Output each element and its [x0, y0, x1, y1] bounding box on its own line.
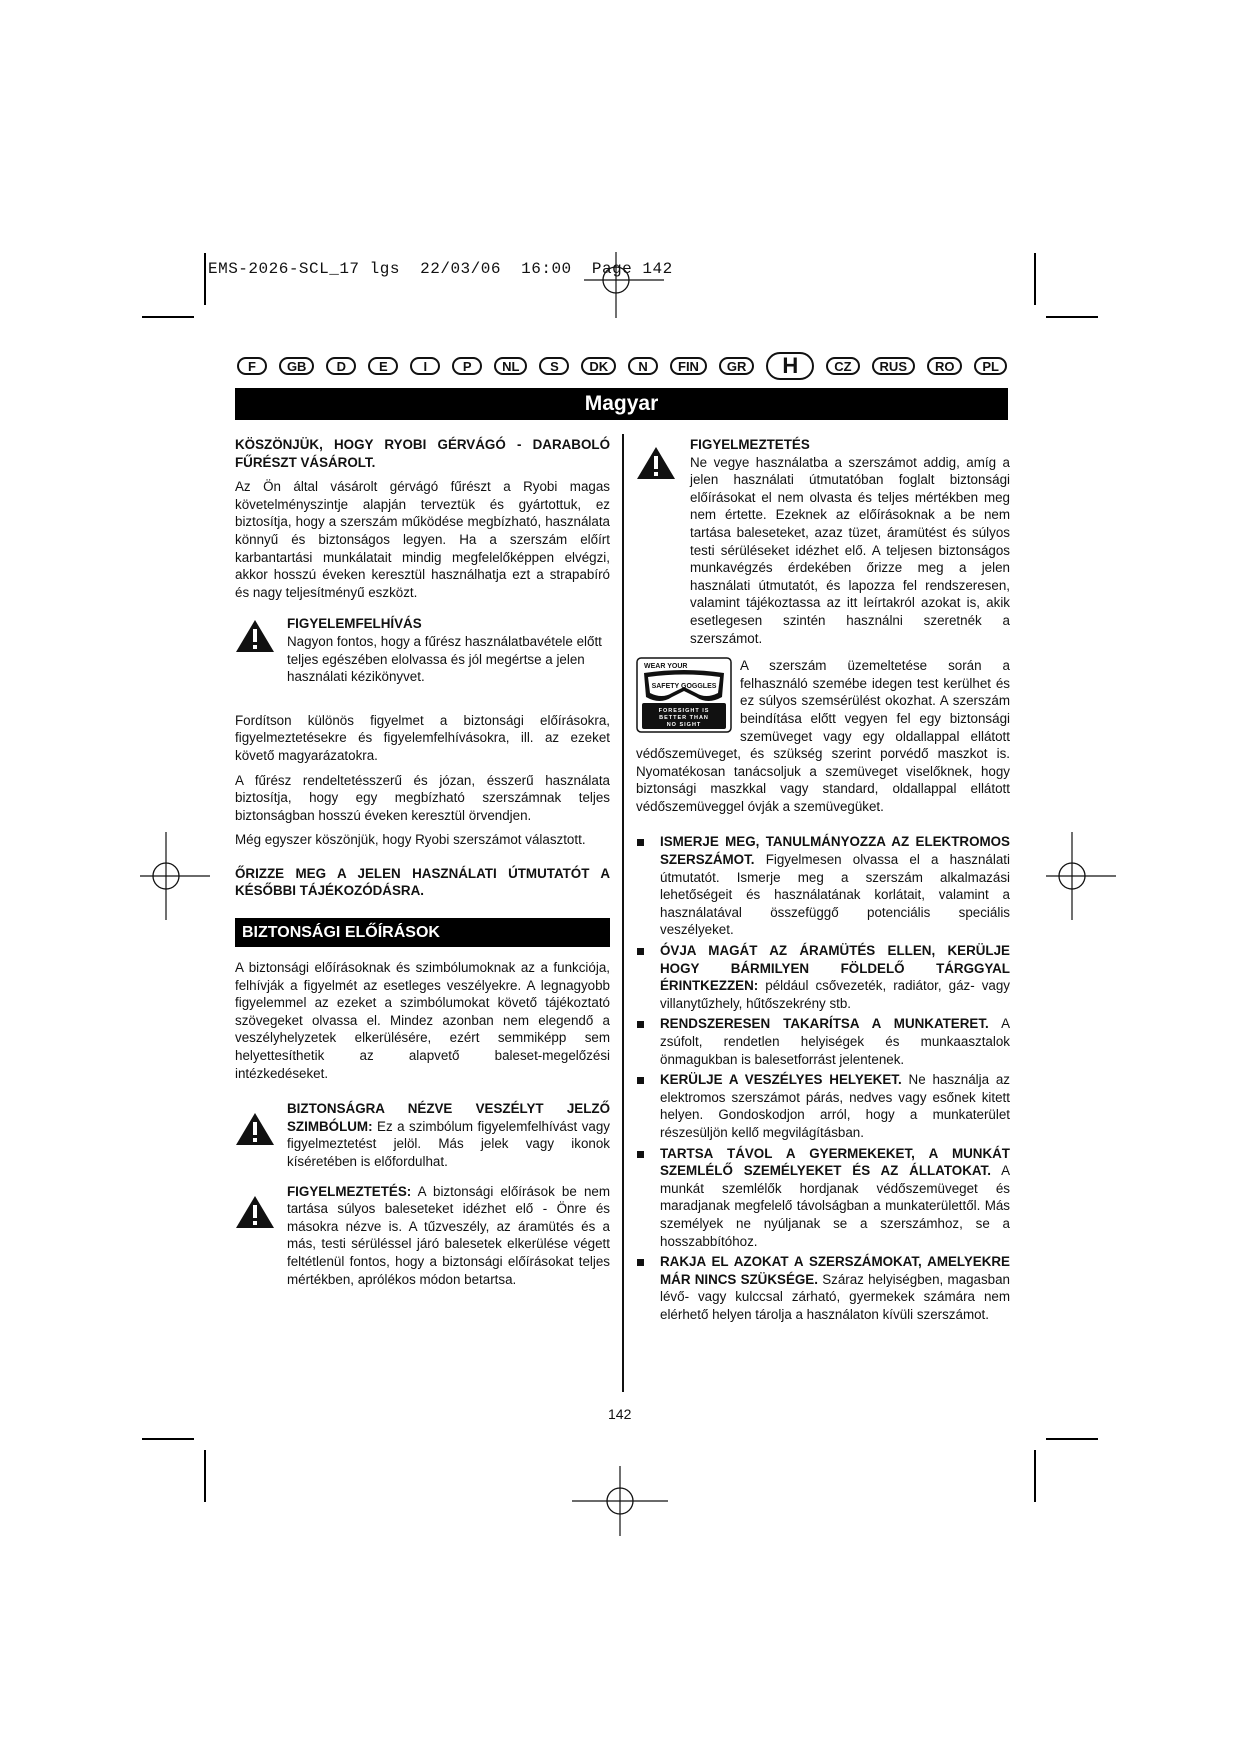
keep-manual-heading: ŐRIZZE MEG A JELEN HASZNÁLATI ÚTMUTATÓT A KÉSŐBBI TÁJÉKOZÓDÁSRA. — [235, 865, 610, 899]
warning-block — [636, 436, 1010, 647]
lang-n[interactable]: N — [628, 357, 658, 375]
page-title: Magyar — [235, 388, 1008, 420]
lang-i[interactable]: I — [410, 357, 440, 375]
lang-e[interactable]: E — [368, 357, 398, 375]
thanks-again-paragraph: Még egyszer köszönjük, hogy Ryobi szerszámot választott. — [235, 832, 586, 848]
intro-paragraph: Az Ön által vásárolt gérvágó fűrészt a Ryobi magas követelményszintje alapján terveztük és gyártottuk, ez biztosítja, hogy a szerszám működése megbízható, használata könnyű és biztonságos legyen. Ha a szerszám előírt karbantartási munkálatait mindig megfelelőképpen elvégzi, akkor hosszú éveken keresztül használhatja ezt a strapabíró és nagy teljesítményű eszközt. — [235, 479, 610, 600]
notice-heading: FIGYELEMFELHÍVÁS — [287, 616, 422, 632]
notice-text: Nagyon fontos, hogy a fűrész használatbavétele előtt teljes egészében elolvassa és jól megértse a jelen használati kézikönyvet. — [287, 633, 602, 685]
list-item: RENDSZERESEN TAKARÍTSA A MUNKATERET. A zsúfolt, rendetlen helyiségek és munkaasztalok önmagukban is balesetforrást jelentenek. — [636, 1015, 1010, 1068]
goggles-line4: BETTER THAN — [659, 715, 709, 722]
symbol-heading: BIZTONSÁGRA NÉZVE VESZÉLYT JELZŐ SZIMBÓLUM: — [287, 1101, 610, 1134]
warning-heading: FIGYELMEZTETÉS — [690, 437, 810, 452]
goggles-line2: SAFETY GOGGLES — [651, 683, 717, 691]
lang-p[interactable]: P — [452, 357, 482, 375]
safety-section-title: BIZTONSÁGI ELŐÍRÁSOK — [235, 918, 610, 947]
registration-mark-top — [576, 248, 668, 322]
lang-f[interactable]: F — [237, 357, 267, 375]
goggles-line1: WEAR YOUR — [644, 663, 688, 671]
registration-mark-right — [1046, 830, 1120, 922]
warning-text: Ne vegye használatba a szerszámot addig, amíg a jelen használati útmutatóban foglalt biztonsági előírásokat el nem olvasta és teljes mértékben meg nem értette. Ezeknek az előírásoknak a be nem tartása baleseteket, azaz tüzet, áramütést és súlyos testi sérüléseket idézhet elő. A teljesen biztonságos munkavégzés érdekében őrizze meg a jelen használati útmutatót, és lapozza fel rendszeresen, valamint tájékoztassa az itt leírtakról azokat is, akik esetlegesen szintén használni szeretnék a szerszámot. — [690, 454, 1010, 646]
lang-pl[interactable]: PL — [974, 357, 1007, 375]
lang-rus[interactable]: RUS — [872, 357, 915, 375]
lang-gb[interactable]: GB — [279, 357, 315, 375]
list-item: KERÜLJE A VESZÉLYES HELYEKET. Ne használja az elektromos szerszámot párás, nedves vagy esőnek kitett helyen. Gondoskodjon arról, hogy a munkaterület részesüljön kellő megvilágításban. — [636, 1071, 1010, 1141]
right-column — [636, 436, 1010, 1327]
goggles-line3: FORESIGHT IS — [658, 708, 710, 715]
lang-s[interactable]: S — [539, 357, 569, 375]
language-bar — [237, 354, 1007, 378]
warning2-heading: FIGYELMEZTETÉS: — [287, 1183, 412, 1199]
safety-goggles-icon — [636, 657, 732, 735]
warning-triangle-icon — [235, 1183, 287, 1234]
warning-block-2 — [235, 1183, 610, 1289]
warning-triangle-icon — [235, 615, 287, 658]
registration-mark-bottom — [570, 1464, 670, 1538]
left-column — [235, 436, 610, 1288]
thanks-heading: KÖSZÖNJÜK, HOGY RYOBI GÉRVÁGÓ - DARABOLÓ FŰRÉSZT VÁSÁROLT. — [235, 437, 610, 470]
list-item: ISMERJE MEG, TANULMÁNYOZZA AZ ELEKTROMOS SZERSZÁMOT. Figyelmesen olvassa el a használati útmutatót. Ismerje meg a szerszám alkalmazási lehetőségeit és használatának korlátait, valamint a használatával összefüggő potenciális speciális veszélyeket. — [636, 833, 1010, 939]
column-divider — [622, 434, 624, 1392]
goggles-line5: NO SIGHT — [666, 722, 702, 729]
lang-nl[interactable]: NL — [494, 357, 527, 375]
list-item: RAKJA EL AZOKAT A SZERSZÁMOKAT, AMELYEKRE MÁR NINCS SZÜKSÉGE. Száraz helyiségben, magasban lévő- vagy kulccsal zárható, gyermekek számára nem elérhető helyen tárolja a használaton kívüli szerszámot. — [636, 1253, 1010, 1323]
symbol-text: Ez a szimbólum figyelemfelhívást vagy figyelmeztetést jelöl. Más jelek vagy ikonok kíséretében is előfordulhat. — [287, 1118, 610, 1169]
goggles-text: A szerszám üzemeltetése során a felhasználó szemébe idegen test kerülhet és ez súlyos szemsérülést okozhat. A szerszám beindítása előtt vegyen fel egy biztonsági szemüveget vagy egy oldallappal ellátott védőszemüveget, és szükség szerint porvédő maszkot is. Nyomatékosan tanácsoljuk a szemüveget viselőknek, hogy biztonsági maszkkal vagy standard, oldallappal ellátott védőszemüveggel óvják a szemüvegüket. — [636, 658, 1010, 814]
safety-intro: A biztonsági előírásoknak és szimbólumoknak az a funkciója, felhívják a figyelmét az esetleges veszélyekre. A legnagyobb figyelemmel az ezeket a szimbólumokat követő tájékoztató szövegeket olvassa el. Mindez azonban nem elegendő a veszélyhelyzetek elkerülésére, ezért semmiképp sem helyettesíthetik az alapvető baleset-megelőzési intézkedéseket. — [235, 960, 610, 1081]
attention-paragraph: Fordítson különös figyelmet a biztonsági előírásokra, figyelmeztetésekre és figyelemfelhívásokra, ill. az ezeket követő magyarázatokra. — [235, 712, 610, 763]
list-item: TARTSA TÁVOL A GYERMEKEKET, A MUNKÁT SZEMLÉLŐ SZEMÉLYEKET ÉS AZ ÁLLATOKAT. A munkát szemlélők hordjanak védőszemüveget és maradjanak megfelelő távolságban a munkaterülettől. Más személyek ne nyúljanak se a szerszámhoz, se a hosszabbítóhoz. — [636, 1145, 1010, 1251]
use-paragraph: A fűrész rendeltetésszerű és józan, ésszerű használata biztosítja, hogy egy megbízható szerszámnak teljes biztonságban hosszú éveken keresztül örvendjen. — [235, 772, 610, 823]
symbol-block — [235, 1100, 610, 1170]
notice-block — [235, 615, 610, 685]
registration-mark-left — [140, 830, 214, 922]
goggles-block — [636, 657, 1010, 815]
print-header: EMS-2026-SCL_17 lgs 22/03/06 16:00 Page 142 — [208, 260, 673, 278]
lang-h-active[interactable]: H — [766, 352, 814, 380]
lang-fin[interactable]: FIN — [670, 357, 707, 375]
warning-triangle-icon — [636, 436, 690, 485]
safety-bullet-list — [636, 833, 1010, 1323]
lang-gr[interactable]: GR — [719, 357, 755, 375]
page-number: 142 — [608, 1406, 632, 1422]
lang-cz[interactable]: CZ — [826, 357, 859, 375]
lang-dk[interactable]: DK — [581, 357, 616, 375]
lang-ro[interactable]: RO — [927, 357, 963, 375]
lang-d[interactable]: D — [326, 357, 356, 375]
warning2-text: A biztonsági előírások be nem tartása súlyos baleseteket idézhet elő - Önre és másokra nézve is. A tűzveszély, az áramütés és a más, testi sérüléssel járó balesetek elkerülése végett feltétlenül fontos, hogy a biztonsági előírásokat teljes mértékben, aprólékos módon betartsa. — [287, 1183, 610, 1287]
warning-triangle-icon — [235, 1100, 287, 1151]
list-item: ÓVJA MAGÁT AZ ÁRAMÜTÉS ELLEN, KERÜLJE HOGY BÁRMILYEN FÖLDELŐ TÁRGGYAL ÉRINTKEZZEN: például csővezeték, radiátor, gáz- vagy villanytűzhely, hűtőszekrény stb. — [636, 942, 1010, 1012]
